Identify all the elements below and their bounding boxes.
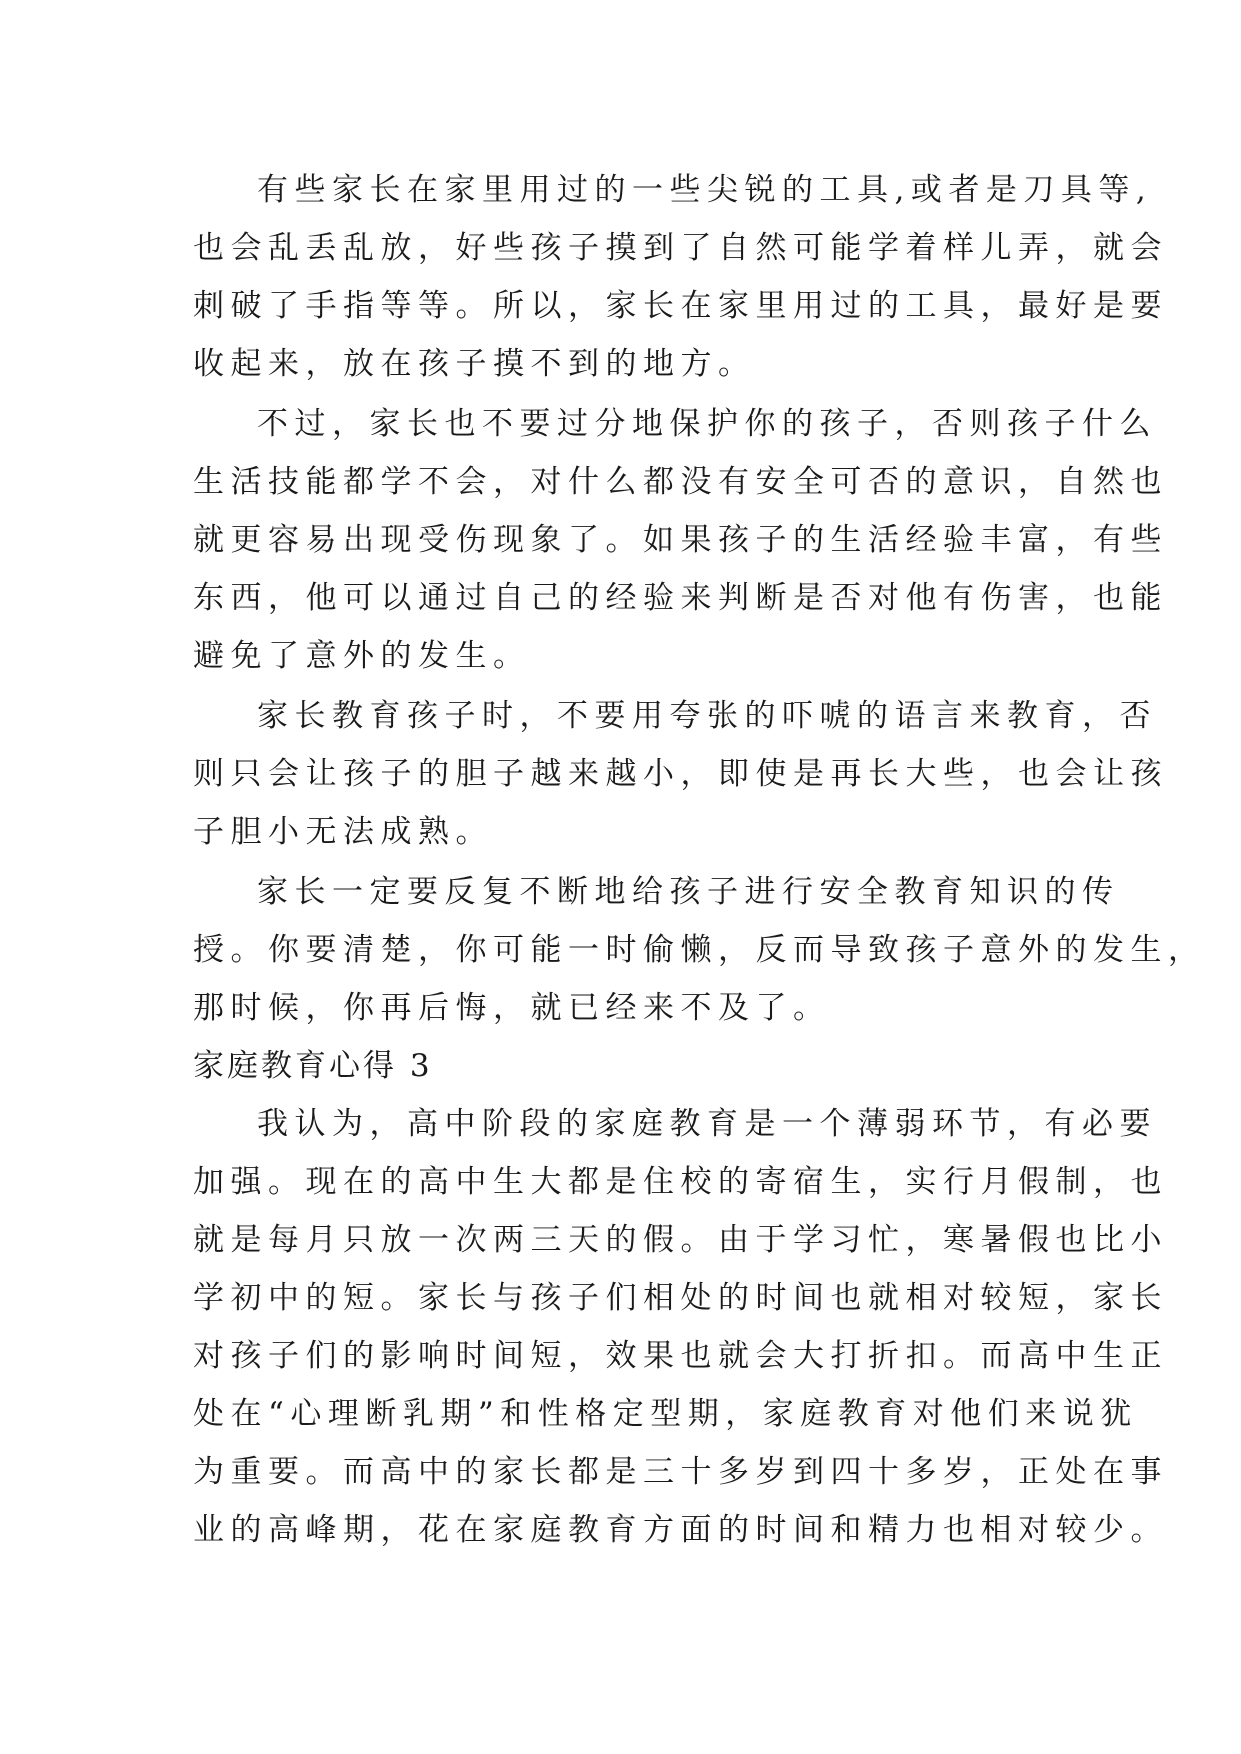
paragraph-line: 为重要。而高中的家长都是三十多岁到四十多岁，正处在事 [193,1454,1168,1490]
paragraph-line: 家长教育孩子时，不要用夸张的吓唬的语言来教育，否 [257,698,1157,734]
paragraph-line: 生活技能都学不会，对什么都没有安全可否的意识，自然也 [193,464,1168,500]
paragraph-line: 业的高峰期，花在家庭教育方面的时间和精力也相对较少。 [193,1512,1168,1548]
paragraph-line: 授。你要清楚，你可能一时偷懒，反而导致孩子意外的发生， [193,932,1206,968]
paragraph-line: 则只会让孩子的胆子越来越小，即使是再长大些，也会让孩 [193,756,1168,792]
section-heading: 家庭教育心得 3 [193,1048,433,1084]
paragraph-line: 对孩子们的影响时间短，效果也就会大打折扣。而高中生正 [193,1338,1168,1374]
paragraph-line: 东西，他可以通过自己的经验来判断是否对他有伤害，也能 [193,580,1168,616]
paragraph-line: 避免了意外的发生。 [193,638,531,674]
paragraph-line: 收起来，放在孩子摸不到的地方。 [193,346,756,382]
paragraph-line: 学初中的短。家长与孩子们相处的时间也就相对较短，家长 [193,1280,1168,1316]
paragraph-line: 处在“心理断乳期”和性格定型期，家庭教育对他们来说犹 [193,1396,1138,1432]
paragraph-line: 也会乱丢乱放，好些孩子摸到了自然可能学着样儿弄，就会 [193,230,1168,266]
paragraph-line: 子胆小无法成熟。 [193,814,493,850]
paragraph-line: 我认为，高中阶段的家庭教育是一个薄弱环节，有必要 [257,1106,1157,1142]
paragraph-line: 就更容易出现受伤现象了。如果孩子的生活经验丰富，有些 [193,522,1168,558]
paragraph-line: 就是每月只放一次两三天的假。由于学习忙，寒暑假也比小 [193,1222,1168,1258]
paragraph-line: 刺破了手指等等。所以，家长在家里用过的工具，最好是要 [193,288,1168,324]
paragraph-line: 加强。现在的高中生大都是住校的寄宿生，实行月假制，也 [193,1164,1168,1200]
paragraph-line: 家长一定要反复不断地给孩子进行安全教育知识的传 [257,874,1120,910]
paragraph-line: 有些家长在家里用过的一些尖锐的工具,或者是刀具等, [257,172,1153,208]
paragraph-line: 不过，家长也不要过分地保护你的孩子，否则孩子什么 [257,406,1157,442]
paragraph-line: 那时候，你再后悔，就已经来不及了。 [193,990,831,1026]
